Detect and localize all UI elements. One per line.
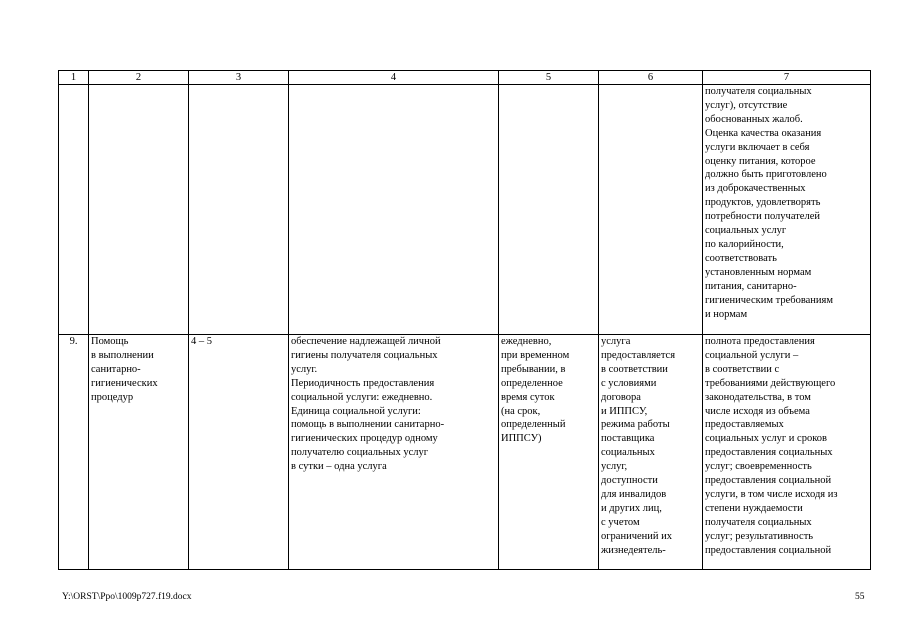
page-number: 55 bbox=[855, 592, 865, 602]
header-cell: 1 bbox=[59, 71, 89, 85]
header-cell: 2 bbox=[89, 71, 189, 85]
description-cell: обеспечение надлежащей личной гигиены получателя социальных услуг. Периодичность предоставления социальной услуги: ежедневно. Единица социальной услуги: помощь в выполнении санитарно- гигиенических процедур одному получателю социальных услуг в сутки – одна услуга bbox=[289, 335, 499, 570]
table-cell bbox=[59, 85, 89, 335]
header-cell: 3 bbox=[189, 71, 289, 85]
row-number-cell: 9. bbox=[59, 335, 89, 570]
quality-criteria-cell: полнота предоставления социальной услуги – в соответствии с требованиями действующего законодательства, в том числе исходя из объема предоставляемых социальных услуг и сроков предоставления социальных услуг; своевременность предоставления социальной услуги, в том числе исходя из степени нуждаемости получателя социальных услуг; результативность предоставления социальной bbox=[703, 335, 871, 570]
table-row bbox=[59, 85, 871, 335]
header-cell: 5 bbox=[499, 71, 599, 85]
header-cell: 4 bbox=[289, 71, 499, 85]
services-table bbox=[58, 70, 871, 570]
quality-criteria-cell: получателя социальных услуг), отсутствие обоснованных жалоб. Оценка качества оказания услуги включает в себя оценку питания, которое должно быть приготовлено из доброкачественных продуктов, удовлетворять потребности получателей социальных услуг по калорийности, соответствовать установленным нормам питания, санитарно- гигиеническим требованиям и нормам bbox=[703, 85, 871, 335]
frequency-cell: ежедневно, при временном пребывании, в определенное время суток (на срок, определенный ИППСУ) bbox=[499, 335, 599, 570]
conditions-cell: услуга предоставляется в соответствии с условиями договора и ИППСУ, режима работы поставщика социальных услуг, доступности для инвалидов и других лиц, с учетом ограничений их жизнедеятель- bbox=[599, 335, 703, 570]
header-cell: 6 bbox=[599, 71, 703, 85]
table-cell bbox=[89, 85, 189, 335]
file-path-footer: Y:\ORST\Ppo\1009p727.f19.docx bbox=[62, 592, 192, 602]
table-cell bbox=[189, 85, 289, 335]
service-name-cell: Помощь в выполнении санитарно- гигиенических процедур bbox=[89, 335, 189, 570]
table-row bbox=[59, 335, 871, 570]
duration-cell: 4 – 5 bbox=[189, 335, 289, 570]
header-row bbox=[59, 71, 871, 85]
table-cell bbox=[499, 85, 599, 335]
header-cell: 7 bbox=[703, 71, 871, 85]
table-cell bbox=[599, 85, 703, 335]
table-cell bbox=[289, 85, 499, 335]
